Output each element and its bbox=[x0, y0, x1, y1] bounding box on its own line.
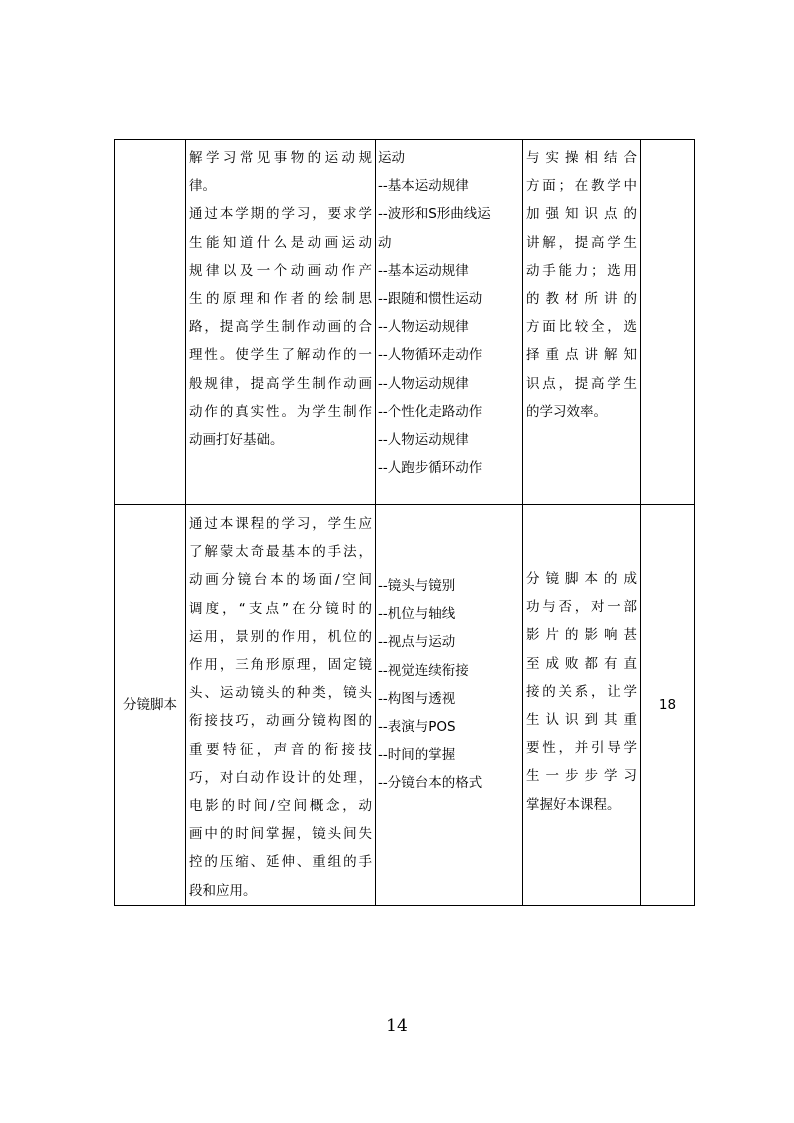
content-item: --波形和S形曲线运 bbox=[378, 206, 491, 223]
text-line: 通过本学期的学习，要求学 bbox=[189, 206, 372, 223]
text-line: 的教材所讲的 bbox=[526, 291, 637, 308]
text-line: 方面；在教学中 bbox=[526, 178, 637, 195]
content-item: --时间的掌握 bbox=[378, 747, 456, 764]
content-item: --视点与运动 bbox=[378, 634, 456, 651]
text-line: 生认识到其重 bbox=[526, 712, 637, 729]
text-line: 头、运动镜头的种类，镜头 bbox=[189, 685, 372, 702]
text-line: 路，提高学生制作动画的合 bbox=[189, 319, 372, 336]
objectives-text bbox=[186, 140, 375, 454]
content-item: 动 bbox=[378, 234, 392, 251]
text-line: 接的关系，让学 bbox=[526, 683, 637, 700]
table-row bbox=[115, 140, 695, 505]
objectives-cell bbox=[186, 140, 376, 505]
text-line: 与实操相结合 bbox=[526, 150, 637, 166]
text-line: 识点，提高学生 bbox=[526, 375, 637, 392]
content-item: --分镜台本的格式 bbox=[378, 775, 483, 792]
methods-text bbox=[523, 140, 640, 426]
text-line: 的学习效率。 bbox=[526, 403, 607, 420]
text-line: 至成败都有直 bbox=[526, 655, 637, 672]
content-item: --个性化走路动作 bbox=[378, 403, 483, 420]
content-item: --人物运动规律 bbox=[378, 319, 469, 336]
content-item: --镜头与镜别 bbox=[378, 578, 456, 594]
text-line: 生能知道什么是动画运动 bbox=[189, 234, 372, 251]
content-item: --人跑步循环动作 bbox=[378, 460, 483, 477]
content-item: 运动 bbox=[378, 150, 405, 166]
content-cell bbox=[376, 140, 523, 505]
text-line: 重要特征，声音的衔接技 bbox=[189, 741, 372, 758]
objectives-text bbox=[186, 505, 375, 905]
hours-value: 18 bbox=[658, 696, 677, 713]
content-item: --跟随和惯性运动 bbox=[378, 291, 483, 308]
text-line: 掌握好本课程。 bbox=[526, 796, 621, 813]
text-line: 动画分镜台本的场面/空间 bbox=[189, 572, 372, 589]
text-line: 规律以及一个动画动作产 bbox=[189, 262, 372, 279]
text-line: 通过本课程的学习，学生应 bbox=[189, 516, 372, 532]
text-line: 方面比较全，选 bbox=[526, 319, 637, 336]
text-line: 作用，三角形原理，固定镜 bbox=[189, 657, 372, 674]
page-number: 14 bbox=[386, 1016, 408, 1036]
content-item: --机位与轴线 bbox=[378, 606, 456, 623]
text-line: 般规律，提高学生制作动画 bbox=[189, 375, 372, 392]
text-line: 段和应用。 bbox=[189, 882, 257, 899]
text-line: 功与否，对一部 bbox=[526, 599, 637, 616]
methods-cell bbox=[523, 505, 641, 906]
table-row bbox=[115, 505, 695, 906]
content-item: --基本运动规律 bbox=[378, 262, 469, 279]
text-line: 运用，景别的作用，机位的 bbox=[189, 628, 372, 645]
text-line: 动手能力；选用 bbox=[526, 262, 637, 279]
content-cell bbox=[376, 505, 523, 906]
text-line: 分镜脚本的成 bbox=[526, 571, 637, 587]
hours-cell bbox=[641, 140, 695, 505]
content-item: --人物运动规律 bbox=[378, 432, 469, 449]
content-item: --表演与POS bbox=[378, 719, 456, 736]
course-name-cell bbox=[115, 140, 186, 505]
text-line: 影片的影响甚 bbox=[526, 627, 637, 644]
text-line: 控的压缩、延伸、重组的手 bbox=[189, 854, 372, 871]
objectives-cell bbox=[186, 505, 376, 906]
text-line: 衔接技巧，动画分镜构图的 bbox=[189, 713, 372, 730]
methods-text bbox=[523, 505, 640, 819]
text-line: 讲解，提高学生 bbox=[526, 234, 637, 251]
text-line: 巧，对白动作设计的处理， bbox=[189, 769, 372, 786]
text-line: 电影的时间/空间概念，动 bbox=[189, 798, 372, 815]
content-item: --基本运动规律 bbox=[378, 178, 469, 195]
methods-cell bbox=[523, 140, 641, 505]
hours-cell bbox=[641, 505, 695, 906]
text-line: 解学习常见事物的运动规 bbox=[189, 150, 372, 166]
text-line: 理性。使学生了解动作的一 bbox=[189, 347, 372, 364]
content-list bbox=[376, 140, 522, 482]
text-line: 要性，并引导学 bbox=[526, 740, 637, 757]
text-line: 生的原理和作者的绘制思 bbox=[189, 291, 372, 308]
content-list bbox=[376, 505, 522, 798]
text-line: 调度，“支点”在分镜时的 bbox=[189, 600, 372, 617]
text-line: 动画打好基础。 bbox=[189, 432, 284, 449]
text-line: 律。 bbox=[189, 178, 216, 195]
course-name-cell bbox=[115, 505, 186, 906]
text-line: 择重点讲解知 bbox=[526, 347, 637, 364]
course-name: 分镜脚本 bbox=[123, 696, 177, 713]
text-line: 加强知识点的 bbox=[526, 206, 637, 223]
content-item: --人物运动规律 bbox=[378, 375, 469, 392]
content-item: --视觉连续衔接 bbox=[378, 662, 469, 679]
syllabus-table bbox=[114, 139, 695, 906]
content-item: --构图与透视 bbox=[378, 690, 456, 707]
text-line: 画中的时间掌握，镜头间失 bbox=[189, 826, 372, 843]
text-line: 生一步步学习 bbox=[526, 768, 637, 785]
text-line: 动作的真实性。为学生制作 bbox=[189, 403, 372, 420]
text-line: 了解蒙太奇最基本的手法， bbox=[189, 544, 372, 561]
content-item: --人物循环走动作 bbox=[378, 347, 483, 364]
